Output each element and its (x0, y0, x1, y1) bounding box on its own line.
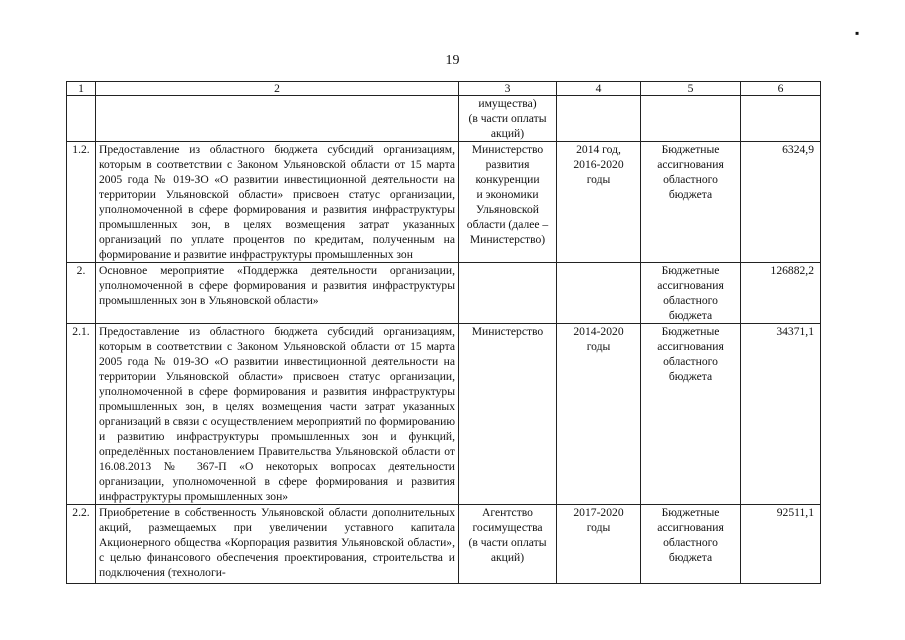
row-executor-cell (459, 263, 557, 324)
row-description-cell (96, 96, 459, 142)
row-source-cell: Бюджетные ассигнования областного бюджета (641, 324, 741, 505)
row-amount-cell: 92511,1 (741, 505, 821, 584)
row-description-cell: Основное мероприятие «Поддержка деятельности организации, уполномоченной в сфере формирования и развития инфраструктуры промышленных зон в Ульяновской области» (96, 263, 459, 324)
row-number-cell (67, 96, 96, 142)
header-cell: 2 (96, 82, 459, 96)
header-cell: 3 (459, 82, 557, 96)
row-source-cell: Бюджетные ассигнования областного бюджета (641, 263, 741, 324)
row-description-cell: Предоставление из областного бюджета субсидий организациям, которым в соответствии с Законом Ульяновской области от 15 марта 2005 года № 019-ЗО «О развитии инвестиционной деятельности на территории Ульяновской области» присвоен статус организации, уполномоченной в сфере формирования и развития инфраструктуры промышленных зон, в целях возмещения затрат указанных организаций по уплате процентов по кредитам, полученным на формирование и развитие инфраструктуры промышленных зон (96, 142, 459, 263)
row-source-cell (641, 96, 741, 142)
row-amount-cell: 126882,2 (741, 263, 821, 324)
row-period-cell (557, 263, 641, 324)
row-amount-cell: 6324,9 (741, 142, 821, 263)
row-number-cell: 2.2. (67, 505, 96, 584)
row-period-cell: 2017-2020 годы (557, 505, 641, 584)
row-number-cell: 2. (67, 263, 96, 324)
row-description-text: Приобретение в собственность Ульяновской области дополнительных акций, размещаемых при увеличении уставного капитала Акционерного общества «Корпорация развития Ульяновской области», с целью финансового обеспечения проектирования, строительства и подключения (технологи- (99, 506, 455, 579)
measures-table (66, 81, 821, 584)
row-description-cell: Предоставление из областного бюджета субсидий организациям, которым в соответствии с Законом Ульяновской области от 15 марта 2005 года № 019-ЗО «О развитии инвестиционной деятельности на территории Ульяновской области» присвоен статус организации, уполномоченной в сфере формирования и развития инфраструктуры промышленных зон, в целях возмещения части затрат указанных организаций в связи с осуществлением мероприятий по формированию и развитию инфраструктуры промышленных зон и функций, определённых постановлением Правительства Ульяновской области от 16.08.2013 № 367-П «О некоторых вопросах деятельности организации, уполномоченной в сфере формирования и развития инфраструктуры промышленных зон» (96, 324, 459, 505)
row-number-cell: 2.1. (67, 324, 96, 505)
row-executor-cell: Министерство развития конкуренции и экономики Ульяновской области (далее – Министерство) (459, 142, 557, 263)
row-period-cell (557, 96, 641, 142)
header-cell: 4 (557, 82, 641, 96)
row-executor-cell: имущества) (в части оплаты акций) (459, 96, 557, 142)
table-header-row (67, 82, 821, 96)
corner-mark: ▪ (855, 26, 860, 40)
row-period-cell: 2014 год, 2016-2020 годы (557, 142, 641, 263)
header-cell: 1 (67, 82, 96, 96)
row-executor-cell: Агентство госимущества (в части оплаты акций) (459, 505, 557, 584)
table-row (67, 505, 821, 584)
table-row (67, 263, 821, 324)
table-row (67, 324, 821, 505)
header-cell: 6 (741, 82, 821, 96)
table-row (67, 142, 821, 263)
row-amount-cell: 34371,1 (741, 324, 821, 505)
row-source-cell: Бюджетные ассигнования областного бюджета (641, 142, 741, 263)
row-period-cell: 2014-2020 годы (557, 324, 641, 505)
row-description-cell (96, 505, 459, 584)
table-row (67, 96, 821, 142)
row-executor-cell: Министерство (459, 324, 557, 505)
page-number: 19 (445, 53, 460, 68)
row-amount-cell (741, 96, 821, 142)
row-number-cell: 1.2. (67, 142, 96, 263)
header-cell: 5 (641, 82, 741, 96)
row-source-cell: Бюджетные ассигнования областного бюджета (641, 505, 741, 584)
